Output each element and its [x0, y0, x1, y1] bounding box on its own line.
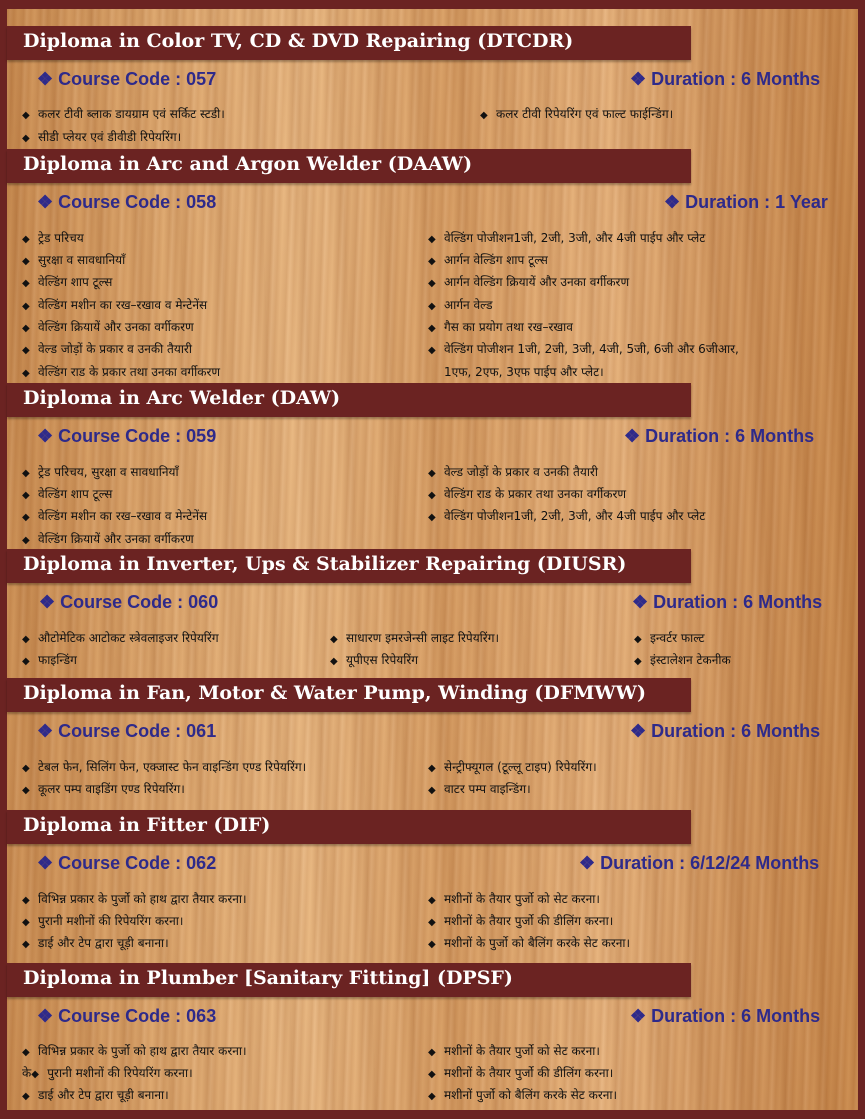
- course-duration: ❖ Duration : 6 Months: [630, 1006, 821, 1026]
- list-item: ◆ वेल्डिंग राड के प्रकार तथा उनका वर्गीकरण: [428, 486, 626, 504]
- list-item: ◆ फाइन्डिंग: [22, 652, 77, 670]
- bullet-icon: ◆: [22, 535, 30, 546]
- bullet-icon: ◆: [428, 345, 436, 356]
- bullet-icon: ◆: [330, 656, 338, 667]
- list-item: ◆ कूलर पम्प वाइडिंग एण्ड रिपेयरिंग।: [22, 781, 185, 799]
- list-item: ◆ कलर टीवी ब्लाक डायग्राम एवं सर्किट स्टडी।: [22, 106, 225, 124]
- duration-label: Duration :: [651, 69, 742, 89]
- list-item: ◆ इंस्टालेशन टेकनीक: [634, 652, 731, 670]
- bullet-icon: ◆: [480, 110, 488, 121]
- bullet-icon: ◆: [22, 256, 30, 267]
- list-item: ◆ वेल्डिंग पोजीशन1जी, 2जी, 3जी, और 4जी पाईप और प्लेट: [428, 230, 705, 248]
- course-title: Diploma in Plumber [Sanitary Fitting] (DPSF): [23, 967, 513, 989]
- bullet-icon: ◆: [22, 763, 30, 774]
- list-item: ◆ मशीनों के तैयार पुर्जो को सेट करना।: [428, 1043, 600, 1061]
- bullet-icon: ◆: [428, 1047, 436, 1058]
- course-title: Diploma in Arc Welder (DAW): [23, 387, 341, 409]
- list-item: ◆ वेल्ड जोड़ों के प्रकार व उनकी तैयारी: [428, 464, 598, 482]
- diamond-marker-icon: ❖: [39, 592, 56, 612]
- course-duration: ❖ Duration : 6 Months: [630, 721, 821, 741]
- course-code: ❖ Course Code : 059: [37, 426, 217, 446]
- list-item: ◆ गैस का प्रयोग तथा रख–रखाव: [428, 319, 573, 337]
- course-duration: ❖ Duration : 6 Months: [624, 426, 815, 446]
- list-item: ◆ पुरानी मशीनों की रिपेयरिंग करना।: [22, 913, 183, 931]
- course-title-banner: [7, 963, 691, 997]
- list-item: ◆ मशीनों के तैयार पुर्जो की डीलिंग करना।: [428, 1065, 613, 1083]
- list-item: ◆ आर्गन वेल्ड: [428, 297, 493, 315]
- course-brochure-page: [7, 9, 858, 1110]
- list-item: ◆ वेल्डिंग राड के प्रकार तथा उनका वर्गीकरण: [22, 364, 220, 382]
- list-item: ◆ मशीनों के तैयार पुर्जो की डीलिंग करना।: [428, 913, 613, 931]
- list-item: ◆ वेल्डिंग पोजीशन1जी, 2जी, 3जी, और 4जी पाईप और प्लेट: [428, 508, 705, 526]
- list-item: ◆ सुरक्षा व सावधानियाँ: [22, 252, 125, 270]
- list-item: ◆ सीडी प्लेयर एवं डीवीडी रिपेयरिंग।: [22, 129, 181, 147]
- list-item: ◆ वाटर पम्प वाइन्डिंग।: [428, 781, 531, 799]
- diamond-marker-icon: ❖: [630, 69, 647, 89]
- bullet-icon: ◆: [22, 634, 30, 645]
- bullet-icon: ◆: [22, 468, 30, 479]
- list-item: ◆ टेबल फेन, सिलिंग फेन, एक्जास्ट फेन वाइन्डिंग एण्ड रिपेयरिंग।: [22, 759, 306, 777]
- diamond-marker-icon: ❖: [664, 192, 681, 212]
- bullet-icon: ◆: [428, 468, 436, 479]
- course-duration: ❖ Duration : 6 Months: [632, 592, 823, 612]
- bullet-icon: ◆: [22, 368, 30, 379]
- diamond-marker-icon: ❖: [579, 853, 596, 873]
- list-item: ◆ वेल्डिंग शाप टूल्स: [22, 486, 112, 504]
- bullet-icon: ◆: [22, 234, 30, 245]
- bullet-icon: ◆: [330, 634, 338, 645]
- course-code: ❖ Course Code : 060: [39, 592, 219, 612]
- course-title: Diploma in Inverter, Ups & Stabilizer Repairing (DIUSR): [23, 553, 627, 575]
- bullet-icon: ◆: [22, 785, 30, 796]
- bullet-icon: ◆: [22, 895, 30, 906]
- list-item: ◆ वेल्डिंग क्रियायें और उनका वर्गीकरण: [22, 531, 194, 549]
- bullet-icon: ◆: [22, 490, 30, 501]
- list-item: ◆ साधारण इमरजेन्सी लाइट रिपेयरिंग।: [330, 630, 499, 648]
- bullet-icon: ◆: [22, 512, 30, 523]
- bullet-icon: ◆: [428, 1091, 436, 1102]
- course-code-label: Course Code :: [58, 69, 187, 89]
- bullet-icon: ◆: [428, 1069, 436, 1080]
- course-title-banner: [7, 149, 691, 183]
- diamond-marker-icon: ❖: [37, 192, 54, 212]
- list-item: के◆ पुरानी मशीनों की रिपेयरिंग करना।: [22, 1065, 193, 1083]
- course-code-value: 057: [186, 69, 217, 89]
- bullet-icon: ◆: [22, 278, 30, 289]
- diamond-marker-icon: ❖: [632, 592, 649, 612]
- list-item: ◆ आर्गन वेल्डिंग शाप टूल्स: [428, 252, 548, 270]
- list-item: ◆ सेन्ट्रीफ्यूगल (टूल्लू टाइप) रिपेयरिंग।: [428, 759, 597, 777]
- list-item: ◆ विभिन्न प्रकार के पुर्जो को हाथ द्वारा तैयार करना।: [22, 891, 247, 909]
- list-item: ◆ कलर टीवी रिपेयरिंग एवं फाल्ट फाईन्डिंग।: [480, 106, 673, 124]
- course-duration: ❖ Duration : 6/12/24 Months: [579, 853, 820, 873]
- list-item: ◆ डाई और टेप द्वारा चूड़ी बनाना।: [22, 1087, 169, 1105]
- bullet-icon: ◆: [428, 301, 436, 312]
- bullet-icon: ◆: [22, 110, 30, 121]
- list-item: ◆ यूपीएस रिपेयरिंग: [330, 652, 418, 670]
- course-title-banner: [7, 549, 691, 583]
- bullet-icon: ◆: [428, 763, 436, 774]
- list-item: ◆ मशीनों पुर्जो को बैलिंग करके सेट करना।: [428, 1087, 617, 1105]
- list-item: ◆ आर्गन वेल्डिंग क्रियायें और उनका वर्गीकरण: [428, 274, 629, 292]
- course-code: ❖ Course Code : 063: [37, 1006, 217, 1026]
- course-code: ❖ Course Code : 061: [37, 721, 217, 741]
- bullet-icon: ◆: [428, 895, 436, 906]
- bullet-icon: ◆: [22, 301, 30, 312]
- bullet-icon: ◆: [428, 234, 436, 245]
- bullet-icon: ◆: [428, 939, 436, 950]
- list-item: ◆ ट्रेड परिचय, सुरक्षा व सावधानियाँ: [22, 464, 179, 482]
- course-code: ❖ Course Code : 058: [37, 192, 217, 212]
- list-item: ◆ औटोमेटिक आटोकट स्त्रेवलाइजर रिपेयरिंग: [22, 630, 219, 648]
- diamond-marker-icon: ❖: [630, 1006, 647, 1026]
- course-title: Diploma in Fan, Motor & Water Pump, Winding (DFMWW): [23, 682, 647, 704]
- bullet-icon: ◆: [428, 490, 436, 501]
- bullet-icon: ◆: [22, 133, 30, 144]
- bullet-icon: ◆: [428, 785, 436, 796]
- list-item: ◆ वेल्डिंग मशीन का रख–रखाव व मेन्टेनेंस: [22, 508, 207, 526]
- bullet-icon: ◆: [634, 656, 642, 667]
- list-item: ◆ वेल्डिंग मशीन का रख–रखाव व मेन्टेनेंस: [22, 297, 207, 315]
- course-title: Diploma in Color TV, CD & DVD Repairing (DTCDR): [23, 30, 574, 52]
- list-item: ◆ डाई और टेप द्वारा चूड़ी बनाना।: [22, 935, 169, 953]
- course-title-banner: [7, 383, 691, 417]
- bullet-icon: ◆: [428, 323, 436, 334]
- list-item: ◆ मशीनों के तैयार पुर्जो को सेट करना।: [428, 891, 600, 909]
- bullet-icon: ◆: [22, 1091, 30, 1102]
- bullet-icon: ◆: [31, 1069, 39, 1080]
- bullet-icon: ◆: [428, 278, 436, 289]
- course-duration: [630, 69, 820, 90]
- bullet-icon: ◆: [634, 634, 642, 645]
- diamond-marker-icon: ❖: [37, 853, 54, 873]
- list-item: ◆ वेल्डिंग शाप टूल्स: [22, 274, 112, 292]
- duration-value: 6 Months: [741, 69, 821, 89]
- list-item: ◆ वेल्ड जोड़ों के प्रकार व उनकी तैयारी: [22, 341, 192, 359]
- list-item: ◆ इन्वर्टर फाल्ट: [634, 630, 705, 648]
- course-title-banner: [7, 678, 691, 712]
- list-item: ◆ ट्रेड परिचय: [22, 230, 84, 248]
- diamond-marker-icon: ❖: [37, 426, 54, 446]
- list-item: ◆ वेल्डिंग पोजीशन 1जी, 2जी, 3जी, 4जी, 5जी, 6जी और 6जीआर,: [428, 341, 739, 359]
- course-title-banner: [7, 810, 691, 844]
- diamond-marker-icon: ❖: [37, 721, 54, 741]
- bullet-icon: ◆: [428, 512, 436, 523]
- list-item: ◆ मशीनों के पुर्जो को बैलिंग करके सेट करना।: [428, 935, 630, 953]
- course-code: [37, 69, 216, 90]
- diamond-marker-icon: ❖: [37, 69, 54, 89]
- bullet-icon: ◆: [22, 345, 30, 356]
- course-code: ❖ Course Code : 062: [37, 853, 217, 873]
- list-item: ◆ विभिन्न प्रकार के पुर्जो को हाथ द्वारा तैयार करना।: [22, 1043, 247, 1061]
- course-title: Diploma in Arc and Argon Welder (DAAW): [23, 153, 473, 175]
- diamond-marker-icon: ❖: [630, 721, 647, 741]
- bullet-icon: ◆: [22, 656, 30, 667]
- course-title-banner: [7, 26, 691, 60]
- course-duration: ❖ Duration : 1 Year: [664, 192, 828, 212]
- diamond-marker-icon: ❖: [624, 426, 641, 446]
- list-item: ◆ वेल्डिंग क्रियायें और उनका वर्गीकरण: [22, 319, 194, 337]
- bullet-icon: ◆: [22, 917, 30, 928]
- course-title: Diploma in Fitter (DIF): [23, 814, 271, 836]
- bullet-icon: ◆: [22, 939, 30, 950]
- diamond-marker-icon: ❖: [37, 1006, 54, 1026]
- bullet-icon: ◆: [428, 256, 436, 267]
- list-item-continuation: 1एफ, 2एफ, 3एफ पाईप और प्लेट।: [444, 365, 604, 379]
- bullet-icon: ◆: [22, 323, 30, 334]
- bullet-icon: ◆: [428, 917, 436, 928]
- bullet-icon: ◆: [22, 1047, 30, 1058]
